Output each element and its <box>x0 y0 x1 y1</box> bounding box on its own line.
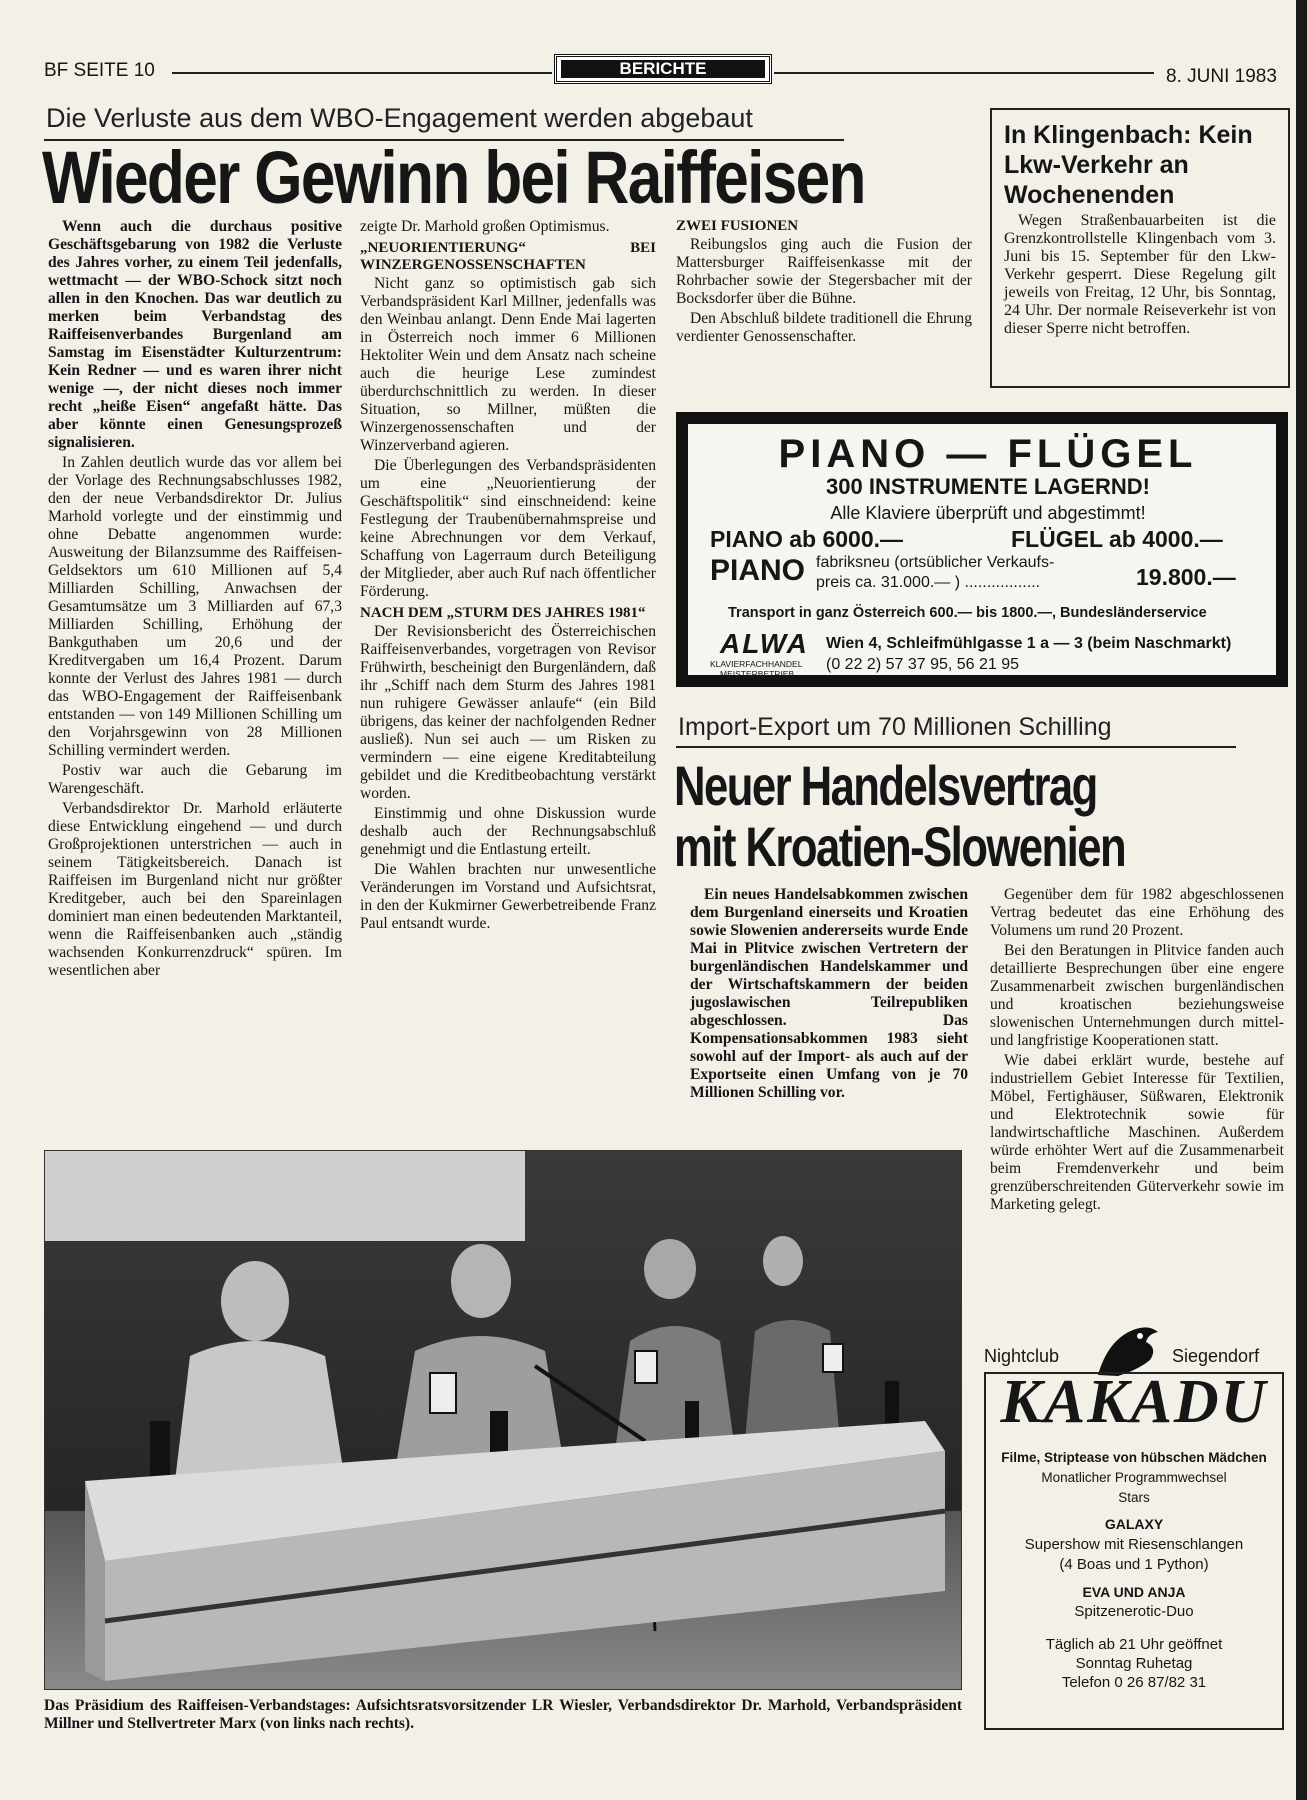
nightclub-name: KAKADU <box>1000 1368 1268 1436</box>
page-edge <box>1296 0 1307 1800</box>
press-photo <box>44 1150 962 1690</box>
article2-paragraph: Wie dabei erklärt wurde, bestehe auf industriellem Gebiet Interesse für Textilien, Möbel, Fertighäuser, Süßwaren, Elektronik und Elektrotechnik sowie für landwirtschaftliche Maschinen. Außerdem würde erhöhter Wert auf die Zusammenarbeit beim Fremdenverkehr und beim grenzüberschreitenden Güterverkehr sowie im Marketing gelegt. <box>990 1052 1284 1213</box>
page-label: BF SEITE 10 <box>44 60 155 81</box>
article1-paragraph: Der Revisionsbericht des Österreichischen Raiffeisenverbandes, vorgetragen von Revisor Frühwirth, bescheinigt den Burgenländern, daß ihr „Schiff nach dem Sturm des Jahres 1981 nun ruhigere Gewässer anlaufe“ (ein Bild übrigens, das keiner der nachfolgenden Redner ausließ). Nun sei auch — um Risken zu vermindern — eine eigene Kreditabteilung gebildet und die Kreditbeobachtung verstärkt worden. <box>360 623 656 802</box>
header-rule-right <box>774 72 1154 74</box>
article1-paragraph: Postiv war auch die Gebarung im Warengeschäft. <box>48 762 342 797</box>
article1-paragraph: Einstimmig und ohne Diskussion wurde deshalb auch der Rechnungsabschluß genehmigt und die Entlastung erteilt. <box>360 805 656 858</box>
nightclub-line: Sonntag Ruhetag <box>1075 1655 1193 1672</box>
article1-column-1 <box>48 218 342 982</box>
piano-ad-line2: Alle Klaviere überprüft und abgestimmt! <box>830 503 1146 523</box>
article1-kicker: Die Verluste aus dem WBO-Engagement werden abgebaut <box>46 103 753 133</box>
nightclub-line: Täglich ab 21 Uhr geöffnet <box>1045 1636 1223 1653</box>
nightclub-label-right: Siegendorf <box>1172 1346 1260 1366</box>
photo-caption: Das Präsidium des Raiffeisen-Verbandstages: Aufsichtsratsvorsitzender LR Wiesler, Verbandsdirektor Dr. Marhold, Verbandspräsident Millner und Stellvertreter Marx (von links nach rechts). <box>44 1697 962 1732</box>
piano-new-label: PIANO <box>710 554 806 587</box>
article2-lead-text: Ein neues Handelsabkommen zwischen dem Burgenland einerseits und Kroatien sowie Slowenien andererseits wurde Ende Mai in Plitvice zwischen Vertretern der burgenländischen Handelskammer und der Wirtschaftskammern der beiden jugoslawischen Teilrepubliken abgeschlossen. Das Kompensationsabkommen 1983 sieht sowohl auf der Import- als auch auf der Exportseite einen Umfang von je 70 Millionen Schilling vor. <box>690 886 968 1101</box>
piano-price: PIANO ab 6000.— <box>710 526 904 552</box>
nightclub-line: Monatlicher Programmwechsel <box>1041 1470 1227 1485</box>
article1-paragraph: Nicht ganz so optimistisch gab sich Verbandspräsident Karl Millner, jedenfalls was den Weinbau anlangt. Denn Ende Mai lagerten in Österreich noch immer 6 Millionen Hektoliter Wein und dem Ansatz nach scheine auch die heurige Lese zumindest überdurchschnittlich zu werden. In dieser Situation, so Millner, müßten die Winzergenossenschaften und der Winzerverband agieren. <box>360 275 656 454</box>
notice-box <box>990 108 1290 388</box>
piano-brand: ALWA <box>720 628 809 659</box>
article2-headline-line2: mit Kroatien-Slowenien <box>674 815 1126 878</box>
section-badge-inner: BERICHTE <box>561 60 765 78</box>
piano-phone: (0 22 2) 57 37 95, 56 21 95 <box>826 656 1020 673</box>
article2-column-2 <box>990 886 1284 1216</box>
section-badge <box>554 54 772 84</box>
article1-paragraph: Verbandsdirektor Dr. Marhold erläuterte diese Entwicklung eingehend — und durch Großprojektionen unterstrichen — auch in seinem Tätigkeitsbereich. Danach ist Raiffeisen im Burgenland nicht nur größter Kreditgeber, auch bei den Spareinlagen dominiert man einen bedeutenden Marktanteil, wenn die Raiffeisenbanken auch „ständig wachsenden Konkurrenzdruck“ spüren. Im wesentlichen aber <box>48 800 342 979</box>
photo-illustration <box>45 1151 962 1690</box>
article1-paragraph: Die Überlegungen des Verbandspräsidenten um eine „Neuorientierung der Geschäftspolitik“ sind einschneidend: keine Festlegung der Traubenübernahmspreise und keine Abrechnungen vor dem Verkauf, Schaffung von Lagerraum durch Beteiligung der Mitglieder, aber auch Ruf nach öffentlicher Förderung. <box>360 457 656 600</box>
nightclub-line: EVA UND ANJA <box>1082 1584 1186 1600</box>
nightclub-line: Telefon 0 26 87/82 31 <box>1061 1674 1207 1691</box>
article2-paragraph: Gegenüber dem für 1982 abgeschlossenen Vertrag bedeutet das eine Erhöhung des Volumens um rund 20 Prozent. <box>990 886 1284 939</box>
article1-subhead: ZWEI FUSIONEN <box>676 218 799 234</box>
article1-headline: Wieder Gewinn bei Raiffeisen <box>42 136 865 219</box>
piano-brand-sub2: MEISTERBETRIEB <box>720 669 795 679</box>
nightclub-line: (4 Boas und 1 Python) <box>1059 1556 1209 1573</box>
notice-title: In Klingenbach: Kein Lkw-Verkehr an Wochenenden <box>1004 121 1253 209</box>
article2-lead <box>690 886 968 1104</box>
piano-ad-title: PIANO — FLÜGEL <box>778 432 1198 476</box>
nightclub-line: GALAXY <box>1104 1516 1164 1532</box>
nightclub-line: Stars <box>1118 1490 1150 1505</box>
fluegel-price: FLÜGEL ab 4000.— <box>1011 526 1223 552</box>
piano-ad <box>676 412 1288 687</box>
nightclub-line: Supershow mit Riesenschlangen <box>1024 1536 1244 1553</box>
piano-new-text1: fabriksneu (ortsüblicher Verkaufs- <box>816 554 1055 571</box>
article1-subhead: „NEUORIENTIERUNG“ BEI WINZERGENOSSENSCHAFTEN <box>360 240 656 273</box>
piano-transport: Transport in ganz Österreich 600.— bis 1800.—, Bundesländerservice <box>728 605 1207 621</box>
nightclub-label-left: Nightclub <box>984 1346 1060 1366</box>
article1-paragraph: Reibungslos ging auch die Fusion der Mattersburger Raiffeisenkasse mit der Rohrbacher sowie der Stegersbacher mit der Bocksdorfer über die Bühne. <box>676 236 972 307</box>
nightclub-line: Filme, Striptease von hübschen Mädchen <box>1001 1450 1267 1465</box>
article1-paragraph: In Zahlen deutlich wurde das vor allem bei der Vorlage des Rechnungsabschlusses 1982, den der neue Verbandsdirektor Dr. Julius Marhold vorlegte und der einstimmig und ohne Debatte angenommen wurde: Ausweitung der Bilanzsumme des Raiffeisen-Geldsektors um 610 Millionen auf 5,4 Milliarden Schilling, Anwachsen der Gesamtumsätze um 3 Milliarden auf 67,3 Milliarden Schilling, Erhöhung der Bankguthaben um 20,6 und der Kreditvergaben um 16,4 Prozent. Darum konnte der Verlust des Jahres 1981 — durch das WBO-Engagement der Raiffeisenbank entstanden — von 149 Millionen Schilling um den Vorjahrsgewinn von 28 Millionen Schilling vermindert werden. <box>48 454 342 759</box>
article1-column-2 <box>360 218 656 935</box>
article2-kicker-underline <box>676 746 1236 748</box>
piano-ad-line1: 300 INSTRUMENTE LAGERND! <box>826 474 1150 499</box>
article1-paragraph: Die Wahlen brachten nur unwesentliche Veränderungen im Vorstand und Aufsichtsrat, in den der Kukmirner Gewerbetreibende Franz Paul entsandt wurde. <box>360 861 656 932</box>
page-date: 8. JUNI 1983 <box>1166 66 1277 87</box>
article1-column-3 <box>676 218 972 348</box>
header-rule-left <box>172 72 552 74</box>
article2-kicker: Import-Export um 70 Millionen Schilling <box>678 713 1112 741</box>
article2-paragraph: Bei den Beratungen in Plitvice fanden auch detaillierte Besprechungen über eine engere Zusammenarbeit zwischen burgenländischen und kroatischen beziehungsweise slowenischen Unternehmungen durch mittel- und langfristige Kooperationen statt. <box>990 942 1284 1049</box>
piano-address: Wien 4, Schleifmühlgasse 1 a — 3 (beim Naschmarkt) <box>826 635 1232 652</box>
article1-subhead: NACH DEM „STURM DES JAHRES 1981“ <box>360 605 646 621</box>
nightclub-ad <box>984 1320 1284 1730</box>
article2-headline-line1: Neuer Handelsvertrag <box>674 754 1097 817</box>
piano-brand-sub1: KLAVIERFACHHANDEL <box>710 659 803 669</box>
nightclub-line: Spitzenerotic-Duo <box>1074 1603 1194 1620</box>
piano-new-text2: preis ca. 31.000.— ) ................. <box>816 574 1041 591</box>
piano-new-price: 19.800.— <box>1136 564 1236 590</box>
notice-text: Wegen Straßenbauarbeiten ist die Grenzkontrollstelle Klingenbach vom 3. Juni bis 15. September für den Lkw-Verkehr gesperrt. Diese Regelung gilt jeweils von Freitag, 12 Uhr, bis Sonntag, 24 Uhr. Der normale Reiseverkehr ist von dieser Sperre nicht betroffen. <box>1004 212 1276 337</box>
article1-paragraph: zeigte Dr. Marhold großen Optimismus. <box>360 218 610 235</box>
article1-paragraph: Den Abschluß bildete traditionell die Ehrung verdienter Genossenschafter. <box>676 310 972 345</box>
article1-lead: Wenn auch die durchaus positive Geschäftsgebarung von 1982 die Verluste des Jahres vorher, zu einem Teil jedenfalls, wettmacht — der WBO-Schock sitzt noch allen in den Knochen. Das war deutlich zu merken beim Verbandstag des Raiffeisenverbandes Burgenland am Samstag im Eisenstädter Kulturzentrum: Kein Redner — und es waren ihrer nicht wenige —, der nicht dieses noch immer recht „heiße Eisen“ angefaßt hätte. Das aber könnte einen Genesungsprozeß signalisieren. <box>48 218 342 451</box>
